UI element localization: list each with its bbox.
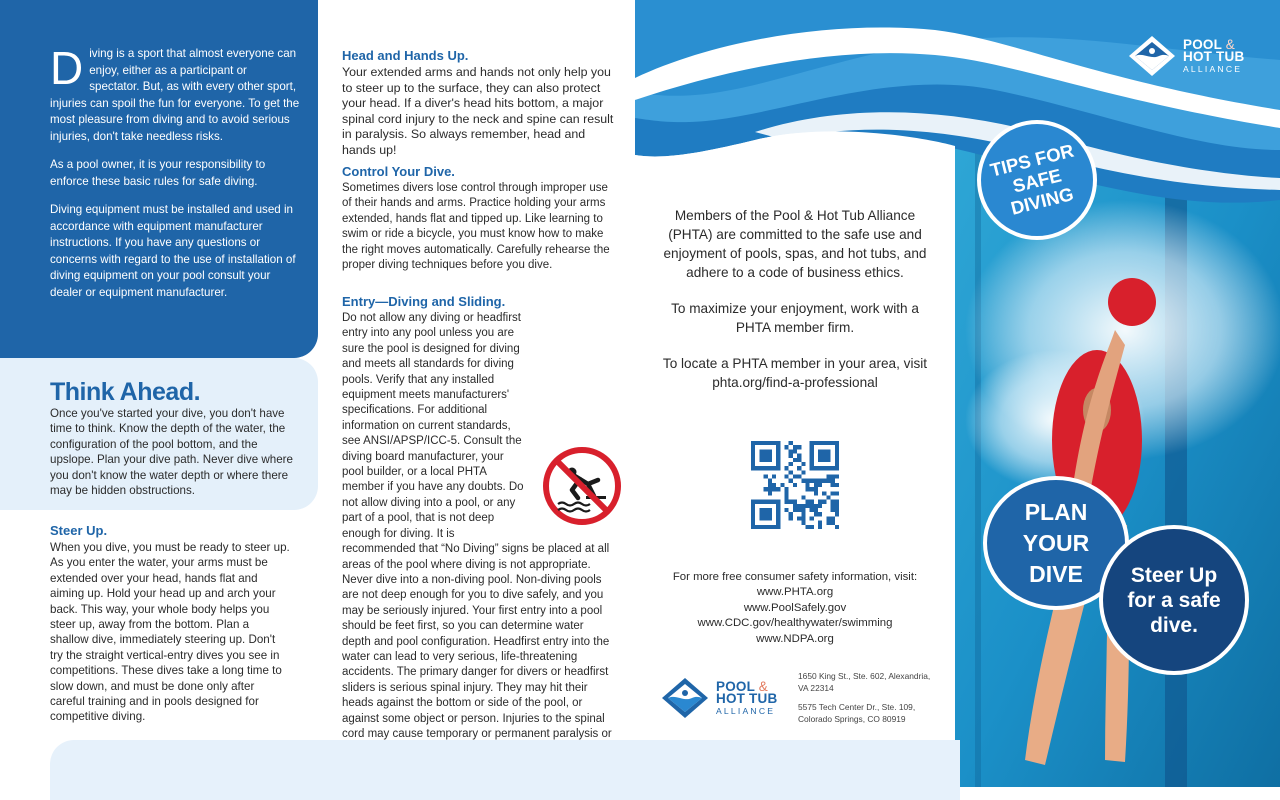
head-hands-text: Your extended arms and hands not only help you to steer up to the surface, they can also protect your head. If a diver's head hits bottom, a major spinal cord injury to the neck and spine can result in paralysis. So always remember, head and hands up! <box>342 65 614 157</box>
addresses <box>798 671 938 733</box>
link-ndpa[interactable]: www.NDPA.org <box>756 632 834 645</box>
bottom-band <box>50 740 960 800</box>
steer-up-heading: Steer Up. <box>50 523 108 538</box>
think-ahead-heading: Think Ahead. <box>50 378 201 406</box>
phta-logo-icon <box>1127 34 1177 78</box>
link-poolsafely[interactable]: www.PoolSafely.gov <box>743 601 847 614</box>
intro-paragraph-1: Diving is a sport that almost everyone can enjoy, either as a participant or spectator. But, as with every other sport, injuries can spoil the fun for everyone. To get the most pleasure from diving and to avoid serious injuries, don't take needless risks. <box>50 42 300 143</box>
no-diving-icon <box>542 446 622 526</box>
phta-logo-bottom: POOL & HOT TUB ALLIANCE <box>660 676 777 720</box>
entry-diving-heading: Entry—Diving and Sliding. <box>342 294 506 309</box>
steer-up-text: When you dive, you must be ready to steer up. As you enter the water, your arms must be extended over your head, hands flat and aiming up. Hold your head up and arch your back. This way, your whole body helps you steer up, away from the bottom. Plan a shallow dive, immediately steering up. Don't try the straight vertical-entry dives you see in competitions. These dives take a long time to slow down, and must be done only after careful training and in pools designed for competitive diving. <box>50 541 290 724</box>
phta-logo-top: POOL & HOT TUB ALLIANCE <box>1127 34 1244 78</box>
qr-code[interactable] <box>751 441 839 529</box>
control-dive-heading: Control Your Dive. <box>342 164 455 179</box>
entry-diving-text: Do not allow any diving or headfirst entry into any pool unless you are sure the pool is designed for diving and meets all standards for diving pools. Verify that any installed equipment meets manufacturers' specifications. For additional information on current standards, see ANSI/APSP/ICC-5. Consult the diving board manufacturer, your pool builder, or a local PHTA member if you have any doubts. Do not allow diving into a pool, or any part of a pool, that is not deep enough for diving. It is recommended that “No Diving” signs be placed at all areas of the pool where diving is not appropriate. Never dive into a non-diving pool. Non-diving pools are not deep enough for you to dive safely, and you may be seriously injured. Your first entry into a pool should be feet first, so you can determine water depth and pool configuration. Headfirst entry into the water can lead to very serious, life-threatening accidents. The primary danger for divers or headfirst sliders is serious spinal injury. They may hit their heads against the bottom or side of the pool, or against some object or person. Injuries to the spinal cord may cause temporary or permanent paralysis or <box>342 312 612 740</box>
members-paragraph-3: To locate a PHTA member in your area, visit phta.org/find-a-professional <box>662 356 928 390</box>
drop-cap: D <box>50 42 84 94</box>
members-paragraph-1: Members of the Pool & Hot Tub Alliance (PHTA) are committed to the safe use and enjoyment of pools, spas, and hot tubs, and adhere to a code of business ethics. <box>663 208 927 280</box>
more-info-intro: For more free consumer safety information, visit: <box>672 571 918 583</box>
address-alexandria: 1650 King St., Ste. 602, Alexandria, VA 22314 <box>798 671 931 693</box>
think-ahead-text: Once you've started your dive, you don't have time to think. Know the depth of the water, the configuration of the pool bottom, and the upslope. Plan your dive path. Never dive where you don't know the water depth or where there may be hidden obstructions. <box>50 407 293 498</box>
link-phta[interactable]: www.PHTA.org <box>756 586 834 599</box>
intro-paragraph-2: As a pool owner, it is your responsibility to enforce these basic rules for safe diving. <box>50 158 266 188</box>
intro-text <box>50 42 300 313</box>
phta-logo-icon <box>660 676 710 720</box>
link-cdc[interactable]: www.CDC.gov/healthywater/swimming <box>697 617 893 630</box>
tips-badge: TIPS FOR SAFE DIVING <box>977 120 1097 240</box>
more-info <box>660 570 930 647</box>
membership-info <box>660 206 930 409</box>
head-hands-heading: Head and Hands Up. <box>342 48 469 63</box>
intro-paragraph-3: Diving equipment must be installed and used in accordance with equipment manufacturer instructions. If you have any questions or concerns with regard to the use of installation of diving equipment on your pool consult your dealer or equipment manufacturer. <box>50 203 296 299</box>
control-dive-text: Sometimes divers lose control through improper use of their hands and arms. Practice holding your arms extended, hands flat and tipped up. Like learning to swim or ride a bicycle, you must know how to make the right moves automatically. Carefully rehearse the proper diving techniques before you dive. <box>342 182 610 272</box>
plan-dive-badge: PLAN YOUR DIVE <box>983 476 1129 610</box>
steer-up-badge: Steer Up for a safe dive. <box>1099 525 1249 675</box>
members-paragraph-2: To maximize your enjoyment, work with a PHTA member firm. <box>671 301 919 335</box>
address-colorado: 5575 Tech Center Dr., Ste. 109, Colorado Springs, CO 80919 <box>798 702 916 724</box>
